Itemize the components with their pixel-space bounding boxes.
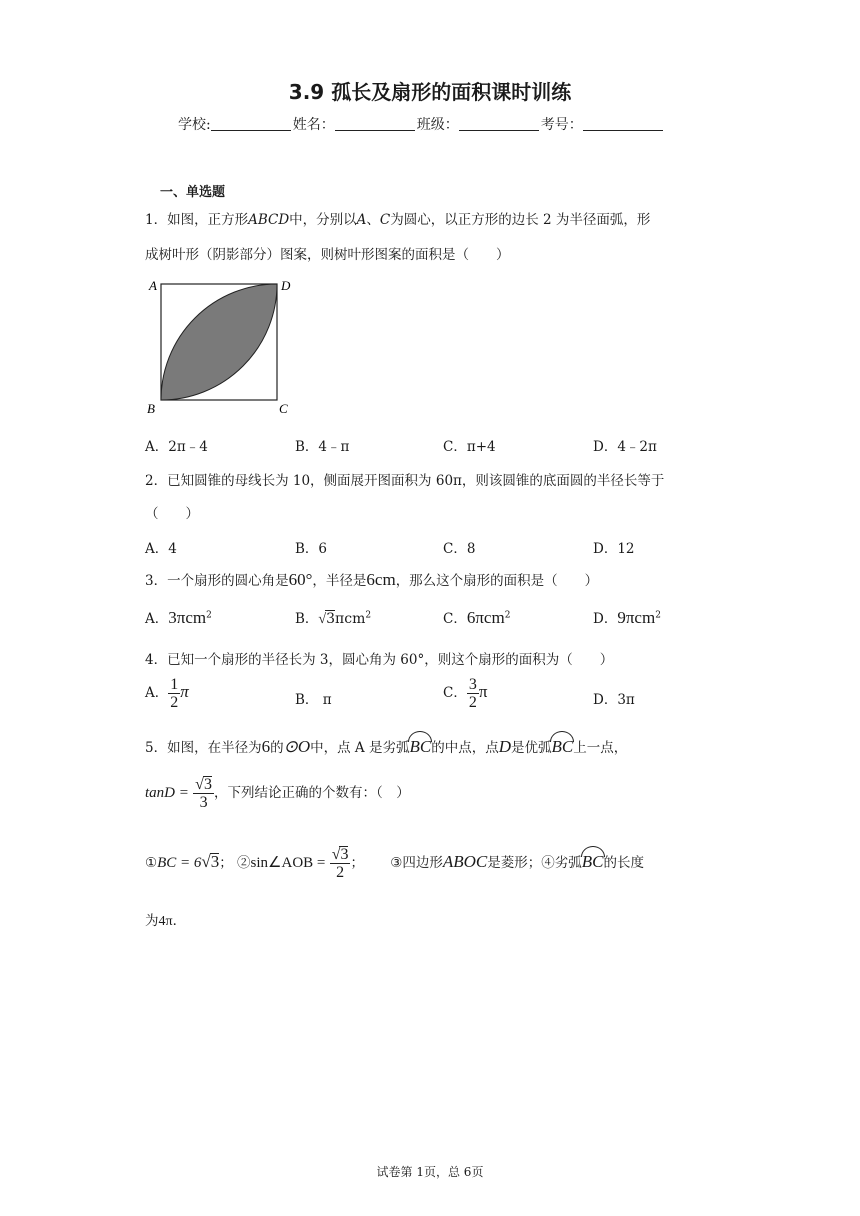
q5-line4: 为4π．	[145, 913, 187, 929]
section-heading: 一、单选题	[160, 185, 226, 200]
q3-option-b: B．√3πcm$^2$	[295, 610, 372, 627]
q5-line2: tanD = $\frac{√3}{3}$ ，下列结论正确的个数有：（ ）	[145, 776, 410, 811]
name-label: 姓名：	[292, 117, 335, 133]
class-blank	[459, 116, 539, 131]
school-label: 学校:	[178, 117, 211, 133]
name-blank	[335, 116, 415, 131]
page-title: 3.9 孤长及扇形的面积课时训练	[288, 80, 572, 104]
q1-option-b: B．4﹣π	[295, 439, 350, 455]
label-d: D	[281, 278, 291, 293]
school-blank	[211, 116, 291, 131]
q1-option-a: A．2π﹣4	[145, 439, 208, 455]
q4-option-a: A． $\frac{1}{2}$ π	[145, 676, 189, 711]
q2-line1: 2．已知圆锥的母线长为 10，侧面展开图面积为 60π，则该圆锥的底面圆的半径长等于	[145, 473, 665, 489]
q3-option-c: C．6πcm$^2$	[443, 608, 511, 627]
q2-option-c: C．8	[443, 541, 476, 557]
q1-option-c: C．π+4	[443, 439, 496, 455]
class-label: 班级：	[416, 117, 459, 133]
q2-option-a: A．4	[145, 541, 177, 557]
label-b: B	[147, 401, 155, 416]
student-info-line	[178, 114, 665, 134]
arc-bc: BC	[551, 731, 573, 757]
q4-option-b: B． π	[295, 692, 332, 708]
q5-line1: 5．如图，在半径为6的⊙O中，点 A 是劣弧BC的中点，点D是优弧BC上一点，	[145, 731, 627, 757]
exam-no-label: 考号：	[540, 117, 583, 133]
leaf-shaded-region	[161, 284, 277, 400]
q1-option-d: D．4﹣2π	[593, 439, 657, 455]
q2-line2: （ ）	[145, 506, 199, 522]
label-c: C	[279, 401, 288, 416]
page-footer: 试卷第 1页，总 6页	[376, 1165, 484, 1179]
leaf-figure	[145, 274, 310, 420]
q3-option-a: A．3πcm$^2$	[145, 608, 212, 627]
q1-line2: 成树叶形（阴影部分）图案，则树叶形图案的面积是（ ）	[145, 247, 510, 263]
q3-line: 3．一个扇形的圆心角是60°，半径是6cm，那么这个扇形的面积是（ ）	[145, 570, 599, 589]
arc-bc: BC	[409, 731, 431, 757]
q1-line1: 1．如图，正方形ABCD中，分别以A、C为圆心，以正方形的边长 2 为半径面弧，形	[145, 212, 651, 228]
q4-option-c: C． $\frac{3}{2}$ π	[443, 676, 488, 711]
q4-line: 4．已知一个扇形的半径长为 3，圆心角为 60°，则这个扇形的面积为（ ）	[145, 652, 614, 668]
label-a: A	[149, 278, 157, 293]
q5-line3: ①BC = 6√3； ②sin∠AOB = $\frac{√3}{2}$ ； ③四边形ABOC是菱形；④劣弧BC的长度	[145, 846, 644, 881]
exam-no-blank	[583, 116, 663, 131]
q3-option-d: D．9πcm$^2$	[593, 608, 661, 627]
q4-option-d: D．3π	[593, 692, 635, 708]
q2-option-d: D．12	[593, 541, 635, 557]
arc-bc: BC	[582, 846, 604, 872]
q2-option-b: B．6	[295, 541, 328, 557]
